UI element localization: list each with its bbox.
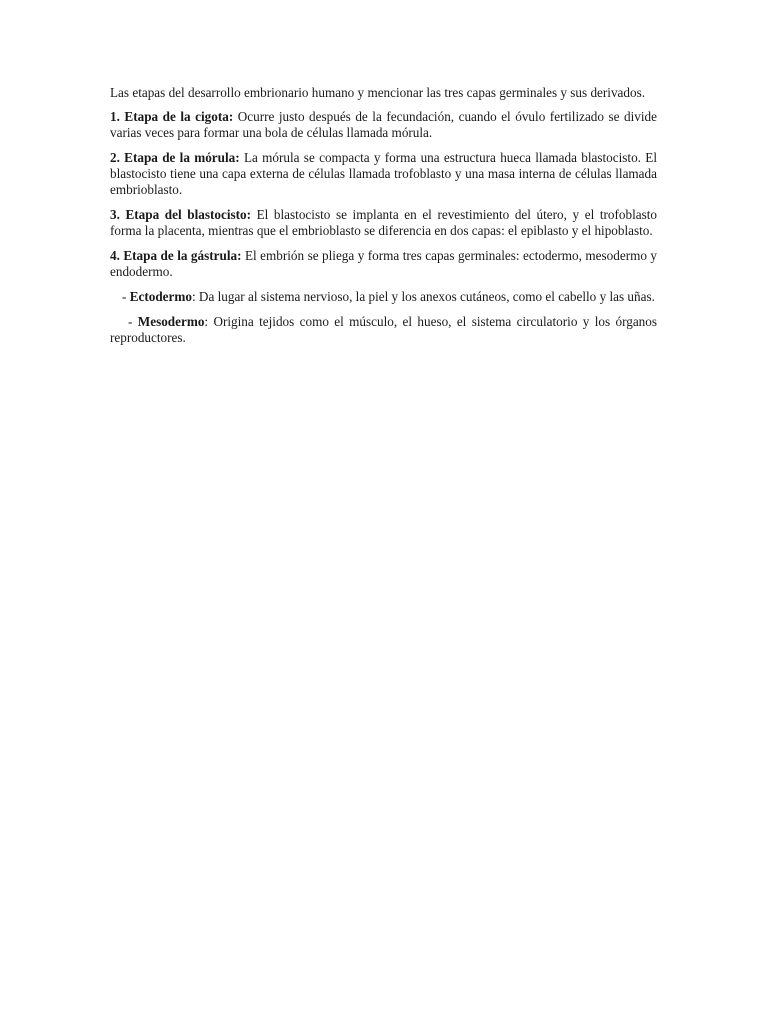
layer-prefix: - <box>128 314 138 329</box>
stage-paragraph-cigota <box>110 109 657 141</box>
layer-paragraph-mesodermo <box>110 314 657 346</box>
stage-heading: 3. Etapa del blastocisto: <box>110 207 251 222</box>
stage-text: Ocurre justo después de la fecundación, cuando el óvulo fertilizado se divide varias veces para formar una bola de células llamada mórula. <box>110 109 657 140</box>
layer-heading: Mesodermo <box>137 314 205 329</box>
stage-text: El embrión se pliega y forma tres capas germinales: ectodermo, mesodermo y endodermo. <box>110 248 658 279</box>
layer-heading: Ectodermo <box>129 289 192 304</box>
intro-paragraph: Las etapas del desarrollo embrionario humano y mencionar las tres capas germinales y sus derivados. <box>110 85 646 100</box>
layer-paragraph-ectodermo <box>110 289 657 305</box>
layer-text: : Da lugar al sistema nervioso, la piel y los anexos cutáneos, como el cabello y las uñas. <box>191 289 655 304</box>
layer-prefix: - <box>122 289 130 304</box>
stage-text: El blastocisto se implanta en el revestimiento del útero, y el trofoblasto forma la placenta, mientras que el embrioblasto se diferencia en dos capas: el epiblasto y el hipoblasto. <box>110 207 657 238</box>
stage-heading: 1. Etapa de la cigota: <box>110 109 234 124</box>
stage-heading: 4. Etapa de la gástrula: <box>110 248 242 263</box>
document-page <box>110 85 657 355</box>
stage-paragraph-morula <box>110 150 657 198</box>
stage-text: La mórula se compacta y forma una estructura hueca llamada blastocisto. El blastocisto tiene una capa externa de células llamada trofoblasto y una masa interna de células llamada embrioblasto. <box>110 150 657 197</box>
stage-paragraph-gastrula <box>110 248 657 280</box>
layer-text: : Origina tejidos como el músculo, el hueso, el sistema circulatorio y los órganos reproductores. <box>110 314 657 345</box>
stage-paragraph-blastocisto <box>110 207 657 239</box>
stage-heading: 2. Etapa de la mórula: <box>110 150 240 165</box>
